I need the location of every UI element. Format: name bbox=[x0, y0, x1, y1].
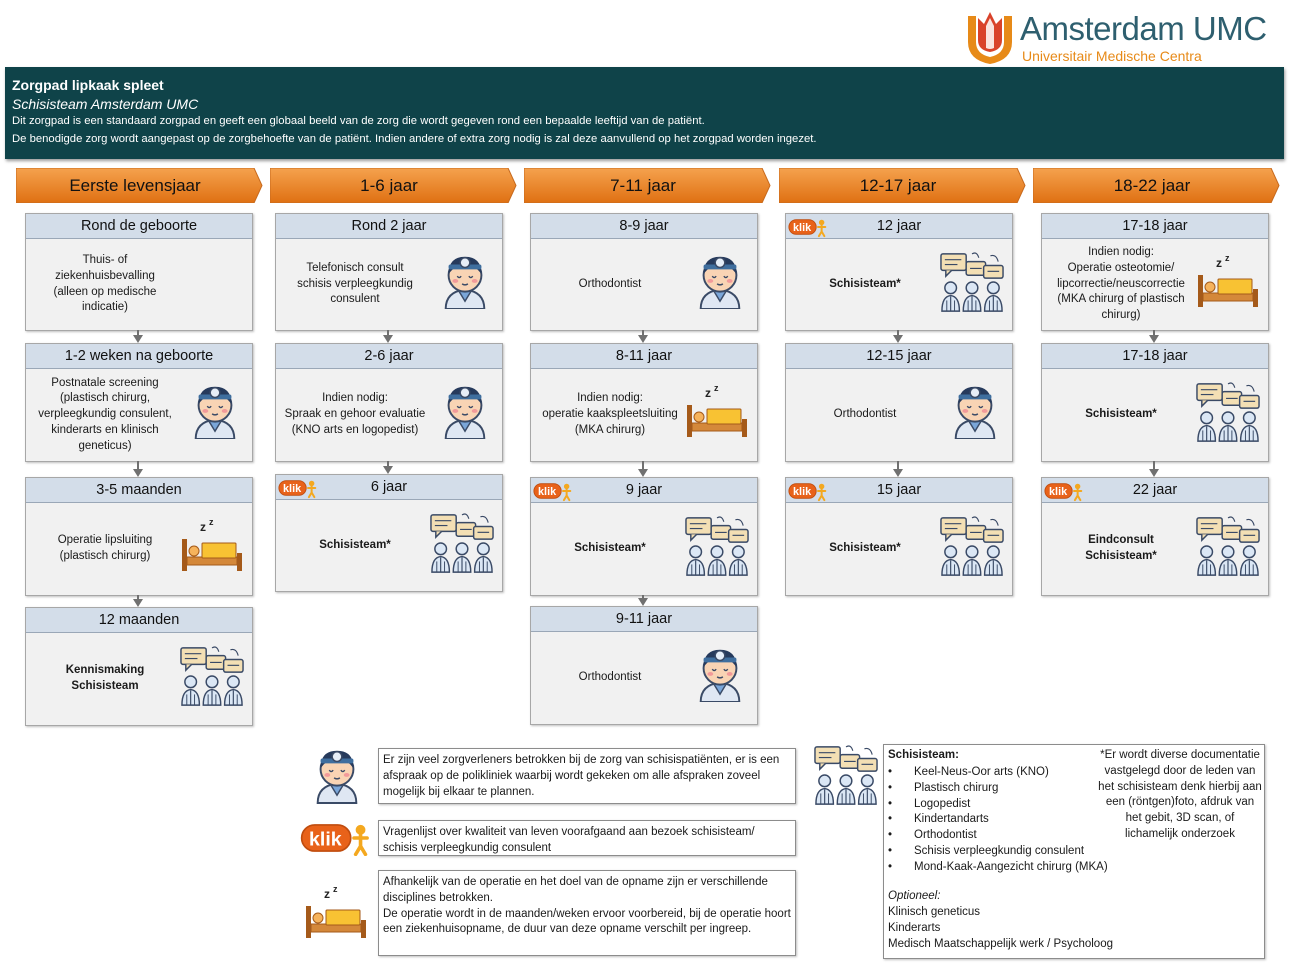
svg-text:z: z bbox=[714, 383, 719, 393]
flow-arrowhead bbox=[133, 469, 143, 477]
svg-text:z: z bbox=[200, 520, 206, 534]
care-step-title bbox=[1042, 214, 1268, 239]
legend-doctor-icon bbox=[308, 744, 366, 809]
care-step-card bbox=[785, 343, 1013, 462]
flow-connector bbox=[897, 461, 899, 469]
care-step-description bbox=[1046, 369, 1196, 461]
phase-label: 1-6 jaar bbox=[360, 176, 418, 195]
care-step-title-text: 8-9 jaar bbox=[619, 218, 669, 234]
care-step-card bbox=[530, 343, 758, 462]
care-step-description bbox=[790, 369, 940, 461]
documentation-note: *Er wordt diverse documentatie vastgelegd door de leden van het schisisteam denk hierbij aan een (röntgen)foto, afdruk van het gebit, 3D scan, of lichamelijk onderzoek bbox=[1098, 749, 1262, 840]
flow-connector bbox=[642, 461, 644, 469]
team-member-item: • Logopedist bbox=[914, 797, 1108, 813]
optional-member-item: Klinisch geneticus bbox=[888, 906, 981, 918]
legend-klik-text: Vragenlijst over kwaliteit van leven voorafgaand aan bezoek schisisteam/ schisis verpleegkundig consulent bbox=[378, 820, 796, 856]
optional-member-list bbox=[888, 905, 1113, 952]
team-meeting-icon bbox=[940, 251, 1004, 318]
team-meeting-icon bbox=[1196, 515, 1260, 582]
care-step-title-text: Rond de geboorte bbox=[80, 218, 198, 234]
care-step-description bbox=[790, 239, 940, 330]
care-step-title-text: 17-18 jaar bbox=[1122, 348, 1188, 364]
doctor-icon bbox=[436, 381, 494, 444]
care-step-description bbox=[535, 369, 685, 461]
svg-text:z: z bbox=[324, 887, 330, 901]
klik-label: klik bbox=[308, 828, 342, 851]
hospital-bed-icon bbox=[1196, 253, 1260, 314]
svg-text:z: z bbox=[705, 386, 711, 400]
info-header bbox=[5, 67, 1284, 159]
klik-label: klik bbox=[1049, 486, 1068, 499]
description-line-1: Dit zorgpad is een standaard zorgpad en geeft een globaal beeld van de zorg die wordt gegeven rond een bepaalde leeftijd van de patiënt. bbox=[12, 115, 705, 127]
care-step-description-text: Schisisteam* bbox=[574, 542, 646, 555]
care-step-title-text: 2-6 jaar bbox=[364, 348, 414, 364]
care-step-title bbox=[531, 214, 757, 239]
care-step-description-text: Orthodontist bbox=[578, 277, 642, 290]
team-member-list bbox=[884, 765, 1108, 876]
care-step-card bbox=[530, 213, 758, 331]
care-step-description-text: Eindconsult Schisisteam* bbox=[1085, 534, 1157, 562]
doctor-icon bbox=[691, 251, 749, 314]
care-step-description bbox=[30, 633, 180, 725]
flow-connector bbox=[137, 461, 139, 469]
klik-label: klik bbox=[793, 222, 812, 235]
flow-arrowhead bbox=[1149, 469, 1159, 477]
care-step-description bbox=[1046, 239, 1196, 330]
care-step-title bbox=[26, 344, 252, 369]
care-step-description-text: Orthodontist bbox=[833, 408, 897, 421]
doctor-icon bbox=[436, 251, 494, 314]
flow-arrowhead bbox=[893, 335, 903, 343]
flow-arrowhead bbox=[383, 335, 393, 343]
doctor-icon bbox=[691, 644, 749, 707]
care-step-description bbox=[280, 239, 430, 330]
care-step-title bbox=[276, 475, 502, 500]
flow-arrowhead bbox=[893, 469, 903, 477]
flow-arrowhead bbox=[638, 469, 648, 477]
care-step-card bbox=[25, 213, 253, 331]
care-step-description-text: Kennismaking Schisisteam bbox=[65, 664, 145, 692]
svg-text:z: z bbox=[1216, 256, 1222, 270]
care-step-title-text: 15 jaar bbox=[876, 482, 922, 498]
logo-subtitle: Universitair Medische Centra bbox=[1022, 48, 1202, 64]
care-step-description-text: Schisisteam* bbox=[829, 542, 901, 555]
team-meeting-icon bbox=[940, 515, 1004, 582]
care-step-title-text: 9-11 jaar bbox=[615, 611, 673, 627]
phase-label: 18-22 jaar bbox=[1113, 176, 1191, 195]
team-members-box bbox=[883, 744, 1265, 959]
care-step-title-text: 9 jaar bbox=[625, 482, 663, 498]
description-line-2: De benodigde zorg wordt aangepast op de zorgbehoefte van de patiënt. Indien andere of extra zorg nodig is zal deze aanvullend op het zorgpad worden ingezet. bbox=[12, 133, 817, 145]
care-step-card bbox=[275, 213, 503, 331]
hospital-bed-icon bbox=[180, 517, 244, 578]
legend-team-icon bbox=[814, 744, 878, 811]
flow-arrowhead bbox=[638, 335, 648, 343]
phase-label: Eerste levensjaar bbox=[69, 176, 201, 195]
care-step-description-text: Indien nodig: operatie kaakspleetsluiting (MKA chirurg) bbox=[542, 392, 678, 436]
care-step-title bbox=[26, 214, 252, 239]
care-step-description bbox=[30, 369, 180, 461]
care-step-card bbox=[785, 477, 1013, 596]
flow-connector bbox=[1153, 461, 1155, 469]
care-step-title-text: 6 jaar bbox=[370, 479, 408, 495]
care-step-description-text: Operatie lipsluiting (plastisch chirurg) bbox=[57, 534, 153, 562]
care-step-card bbox=[785, 213, 1013, 331]
svg-text:z: z bbox=[333, 884, 338, 894]
care-step-card bbox=[1041, 477, 1269, 596]
klik-label: klik bbox=[793, 486, 812, 499]
care-step-description bbox=[1046, 503, 1196, 595]
klik-label: klik bbox=[283, 483, 302, 496]
page-subtitle: Schisisteam Amsterdam UMC bbox=[12, 96, 199, 112]
care-step-description bbox=[280, 500, 430, 591]
care-step-title-text: 12 maanden bbox=[98, 612, 180, 628]
care-step-description bbox=[30, 239, 180, 330]
logo-title: Amsterdam UMC bbox=[1020, 10, 1267, 47]
legend-bed-line-1: Afhankelijk van de operatie en het doel van de opname zijn er verschillende disciplines betrokken. bbox=[383, 876, 768, 904]
team-heading: Schisisteam: bbox=[888, 749, 959, 761]
svg-text:z: z bbox=[1225, 253, 1230, 263]
flow-arrowhead bbox=[133, 599, 143, 607]
care-step-description-text: Thuis- of ziekenhuisbevalling (alleen op medische indicatie) bbox=[53, 253, 157, 314]
team-member-item: • Mond-Kaak-Aangezicht chirurg (MKA) bbox=[914, 860, 1108, 876]
care-step-card bbox=[25, 607, 253, 726]
flow-arrowhead bbox=[638, 598, 648, 606]
care-step-card bbox=[275, 343, 503, 462]
care-step-title bbox=[26, 478, 252, 503]
care-step-description-text: Schisisteam* bbox=[319, 538, 391, 551]
team-member-item: • Keel-Neus-Oor arts (KNO) bbox=[914, 765, 1108, 781]
care-step-description bbox=[535, 632, 685, 724]
phase-label: 12-17 jaar bbox=[859, 176, 937, 195]
optional-member-item: Medisch Maatschappelijk werk / Psycholoog bbox=[888, 937, 1113, 950]
care-step-title bbox=[531, 344, 757, 369]
team-member-item: • Plastisch chirurg bbox=[914, 781, 1108, 797]
care-step-description bbox=[535, 239, 685, 330]
legend-doctor-text: Er zijn veel zorgverleners betrokken bij de zorg van schisispatiënten, er is een afspraak op de polikliniek waarbij wordt gekeken om alle afspraken zoveel mogelijk bij elkaar te plannen. bbox=[378, 748, 796, 804]
care-step-card bbox=[530, 477, 758, 596]
care-step-title-text: 8-11 jaar bbox=[615, 348, 673, 364]
legend-bed-icon bbox=[304, 884, 368, 945]
flow-arrowhead bbox=[1149, 335, 1159, 343]
care-step-title bbox=[786, 214, 1012, 239]
care-step-description-text: Telefonisch consult schisis verpleegkundig consulent bbox=[297, 261, 413, 306]
care-step-description-text: Indien nodig: Operatie osteotomie/ lipcorrectie/neuscorrectie (MKA chirurg of plastisch chirurg) bbox=[1057, 246, 1185, 322]
svg-text:z: z bbox=[209, 517, 214, 527]
care-step-title-text: Rond 2 jaar bbox=[351, 218, 427, 234]
team-member-item: • Kindertandarts bbox=[914, 812, 1108, 828]
care-step-title-text: 3-5 maanden bbox=[96, 482, 182, 498]
team-meeting-icon bbox=[685, 515, 749, 582]
care-step-title-text: 1-2 weken na geboorte bbox=[64, 348, 214, 364]
tulip-logo-icon bbox=[964, 8, 1016, 66]
care-step-description-text: Indien nodig: Spraak en gehoor evaluatie (KNO arts en logopedist) bbox=[284, 392, 426, 436]
team-member-item: • Orthodontist bbox=[914, 828, 1108, 844]
care-step-title bbox=[531, 478, 757, 503]
care-step-title bbox=[276, 344, 502, 369]
care-step-description-text: Schisisteam* bbox=[1085, 408, 1157, 421]
care-step-title bbox=[1042, 344, 1268, 369]
legend-bed-text bbox=[378, 870, 796, 956]
care-step-title bbox=[276, 214, 502, 239]
care-step-description bbox=[790, 503, 940, 595]
care-step-card bbox=[1041, 343, 1269, 462]
team-meeting-icon bbox=[1196, 381, 1260, 448]
care-step-title bbox=[26, 608, 252, 633]
optional-heading: Optioneel: bbox=[888, 890, 941, 902]
flow-arrowhead bbox=[133, 335, 143, 343]
klik-label: klik bbox=[538, 486, 557, 499]
care-step-title bbox=[1042, 478, 1268, 503]
care-step-description bbox=[30, 503, 180, 595]
team-member-item: • Schisis verpleegkundig consulent bbox=[914, 844, 1108, 860]
care-step-description-text: Postnatale screening (plastisch chirurg, verpleegkundig consulent, kinderarts en klinisch geneticus) bbox=[38, 376, 172, 452]
care-step-title-text: 22 jaar bbox=[1132, 482, 1178, 498]
hospital-bed-icon bbox=[685, 383, 749, 444]
care-step-description bbox=[280, 369, 430, 461]
amsterdam-umc-logo bbox=[962, 8, 1292, 66]
doctor-icon bbox=[186, 381, 244, 444]
page-title: Zorgpad lipkaak spleet bbox=[12, 77, 164, 93]
care-step-card bbox=[275, 474, 503, 592]
care-step-title-text: 12-15 jaar bbox=[866, 348, 932, 364]
doctor-icon bbox=[946, 381, 1004, 444]
care-step-title bbox=[786, 344, 1012, 369]
care-step-card bbox=[25, 343, 253, 462]
team-meeting-icon bbox=[180, 645, 244, 712]
care-step-description-text: Orthodontist bbox=[578, 671, 642, 684]
legend-klik-icon bbox=[300, 820, 372, 861]
care-step-title bbox=[786, 478, 1012, 503]
optional-member-item: Kinderarts bbox=[888, 921, 941, 934]
phase-label: 7-11 jaar bbox=[610, 176, 676, 195]
care-step-card bbox=[530, 606, 758, 725]
care-step-card bbox=[25, 477, 253, 596]
care-step-description bbox=[535, 503, 685, 595]
care-step-title-text: 17-18 jaar bbox=[1122, 218, 1188, 234]
care-step-title bbox=[531, 607, 757, 632]
care-step-description-text: Schisisteam* bbox=[829, 277, 901, 290]
flow-arrowhead bbox=[383, 466, 393, 474]
care-step-card bbox=[1041, 213, 1269, 331]
team-meeting-icon bbox=[430, 512, 494, 579]
legend-bed-line-2: De operatie wordt in de maanden/weken ervoor voorbereid, bij de operatie hoort een ziekenhuisopname, de duur van deze opname verschilt per ingreep. bbox=[383, 907, 791, 936]
care-step-title-text: 12 jaar bbox=[876, 218, 922, 234]
